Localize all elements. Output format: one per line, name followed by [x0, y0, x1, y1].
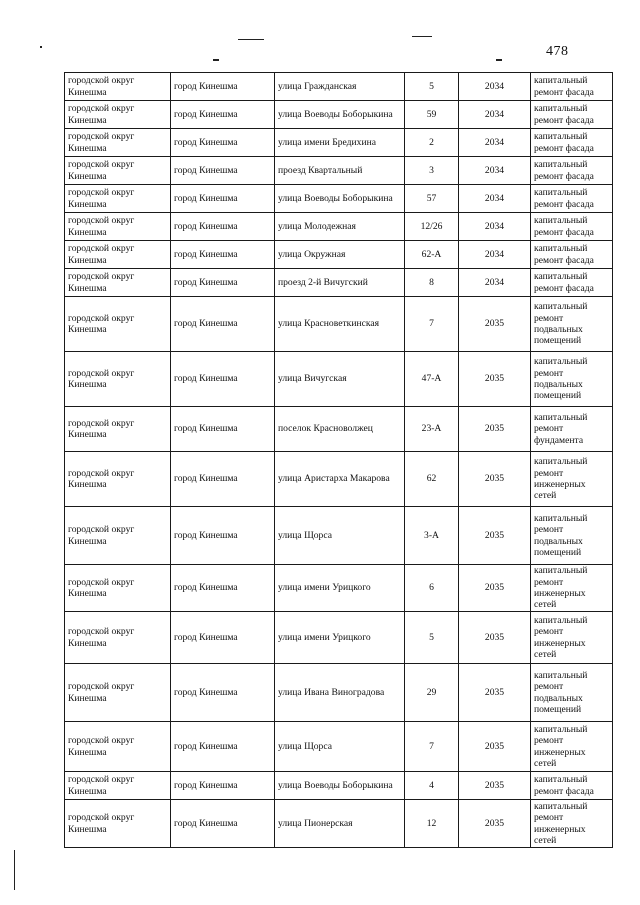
year-cell: 2035: [459, 612, 531, 664]
street-cell: поселок Красноволжец: [275, 407, 405, 452]
work-type-cell: капитальный ремонт фасада: [531, 185, 613, 213]
street-cell: улица Вичугская: [275, 352, 405, 407]
work-type-cell: капитальный ремонт фасада: [531, 101, 613, 129]
table-row: [65, 129, 613, 157]
house-number-cell: 23-А: [405, 407, 459, 452]
city-cell: город Кинешма: [171, 507, 275, 565]
table-row: [65, 101, 613, 129]
okrug-cell: городской округ Кинешма: [65, 352, 171, 407]
table-row: [65, 407, 613, 452]
okrug-cell: городской округ Кинешма: [65, 129, 171, 157]
table-row: [65, 213, 613, 241]
table-row: [65, 185, 613, 213]
city-cell: город Кинешма: [171, 722, 275, 772]
street-cell: улица Красноветкинская: [275, 297, 405, 352]
year-cell: 2035: [459, 297, 531, 352]
house-number-cell: 4: [405, 772, 459, 800]
work-type-cell: капитальный ремонт инженерных сетей: [531, 800, 613, 848]
year-cell: 2034: [459, 185, 531, 213]
scan-mark: [213, 59, 219, 61]
city-cell: город Кинешма: [171, 452, 275, 507]
year-cell: 2034: [459, 101, 531, 129]
house-number-cell: 2: [405, 129, 459, 157]
street-cell: улица Воеводы Боборыкина: [275, 185, 405, 213]
table-row: [65, 507, 613, 565]
table-row: [65, 772, 613, 800]
okrug-cell: городской округ Кинешма: [65, 213, 171, 241]
house-number-cell: 8: [405, 269, 459, 297]
city-cell: город Кинешма: [171, 800, 275, 848]
street-cell: проезд Квартальный: [275, 157, 405, 185]
street-cell: улица Пионерская: [275, 800, 405, 848]
work-type-cell: капитальный ремонт инженерных сетей: [531, 452, 613, 507]
table-row: [65, 565, 613, 612]
street-cell: улица Ивана Виноградова: [275, 664, 405, 722]
work-type-cell: капитальный ремонт подвальных помещений: [531, 664, 613, 722]
work-type-cell: капитальный ремонт подвальных помещений: [531, 297, 613, 352]
house-number-cell: 3: [405, 157, 459, 185]
scan-mark: [238, 39, 264, 40]
table-row: [65, 664, 613, 722]
house-number-cell: 7: [405, 297, 459, 352]
okrug-cell: городской округ Кинешма: [65, 101, 171, 129]
work-type-cell: капитальный ремонт фундамента: [531, 407, 613, 452]
house-number-cell: 5: [405, 73, 459, 101]
city-cell: город Кинешма: [171, 157, 275, 185]
okrug-cell: городской округ Кинешма: [65, 800, 171, 848]
house-number-cell: 5: [405, 612, 459, 664]
street-cell: улица Окружная: [275, 241, 405, 269]
city-cell: город Кинешма: [171, 101, 275, 129]
house-number-cell: 57: [405, 185, 459, 213]
house-number-cell: 12/26: [405, 213, 459, 241]
city-cell: город Кинешма: [171, 407, 275, 452]
street-cell: улица Щорса: [275, 722, 405, 772]
work-type-cell: капитальный ремонт инженерных сетей: [531, 565, 613, 612]
street-cell: улица Воеводы Боборыкина: [275, 101, 405, 129]
scan-mark: [412, 36, 432, 37]
city-cell: город Кинешма: [171, 269, 275, 297]
year-cell: 2035: [459, 772, 531, 800]
year-cell: 2034: [459, 157, 531, 185]
street-cell: улица Молодежная: [275, 213, 405, 241]
street-cell: проезд 2-й Вичугский: [275, 269, 405, 297]
city-cell: город Кинешма: [171, 565, 275, 612]
work-type-cell: капитальный ремонт фасада: [531, 213, 613, 241]
okrug-cell: городской округ Кинешма: [65, 507, 171, 565]
street-cell: улица Гражданская: [275, 73, 405, 101]
table-row: [65, 722, 613, 772]
city-cell: город Кинешма: [171, 772, 275, 800]
house-number-cell: 3-А: [405, 507, 459, 565]
work-type-cell: капитальный ремонт фасада: [531, 241, 613, 269]
year-cell: 2034: [459, 269, 531, 297]
house-number-cell: 29: [405, 664, 459, 722]
okrug-cell: городской округ Кинешма: [65, 664, 171, 722]
street-cell: улица имени Урицкого: [275, 565, 405, 612]
okrug-cell: городской округ Кинешма: [65, 722, 171, 772]
house-number-cell: 62-А: [405, 241, 459, 269]
house-number-cell: 59: [405, 101, 459, 129]
table-row: [65, 452, 613, 507]
table-row: [65, 269, 613, 297]
table-row: [65, 297, 613, 352]
table-row: [65, 241, 613, 269]
city-cell: город Кинешма: [171, 297, 275, 352]
okrug-cell: городской округ Кинешма: [65, 73, 171, 101]
okrug-cell: городской округ Кинешма: [65, 452, 171, 507]
scan-mark: [496, 59, 502, 61]
city-cell: город Кинешма: [171, 213, 275, 241]
city-cell: город Кинешма: [171, 185, 275, 213]
work-type-cell: капитальный ремонт фасада: [531, 772, 613, 800]
okrug-cell: городской округ Кинешма: [65, 565, 171, 612]
year-cell: 2035: [459, 507, 531, 565]
city-cell: город Кинешма: [171, 73, 275, 101]
scan-mark: [40, 46, 42, 48]
okrug-cell: городской округ Кинешма: [65, 407, 171, 452]
okrug-cell: городской округ Кинешма: [65, 772, 171, 800]
registry-table: [64, 72, 613, 848]
year-cell: 2034: [459, 73, 531, 101]
year-cell: 2034: [459, 213, 531, 241]
work-type-cell: капитальный ремонт инженерных сетей: [531, 722, 613, 772]
work-type-cell: капитальный ремонт фасада: [531, 73, 613, 101]
page-number: 478: [546, 44, 569, 59]
year-cell: 2034: [459, 129, 531, 157]
table-body: [65, 73, 613, 848]
city-cell: город Кинешма: [171, 664, 275, 722]
house-number-cell: 62: [405, 452, 459, 507]
year-cell: 2035: [459, 722, 531, 772]
street-cell: улица имени Урицкого: [275, 612, 405, 664]
work-type-cell: капитальный ремонт инженерных сетей: [531, 612, 613, 664]
city-cell: город Кинешма: [171, 352, 275, 407]
year-cell: 2035: [459, 452, 531, 507]
year-cell: 2035: [459, 407, 531, 452]
okrug-cell: городской округ Кинешма: [65, 269, 171, 297]
year-cell: 2035: [459, 800, 531, 848]
work-type-cell: капитальный ремонт подвальных помещений: [531, 352, 613, 407]
work-type-cell: капитальный ремонт фасада: [531, 129, 613, 157]
table-row: [65, 612, 613, 664]
okrug-cell: городской округ Кинешма: [65, 241, 171, 269]
work-type-cell: капитальный ремонт фасада: [531, 157, 613, 185]
house-number-cell: 7: [405, 722, 459, 772]
okrug-cell: городской округ Кинешма: [65, 185, 171, 213]
city-cell: город Кинешма: [171, 612, 275, 664]
street-cell: улица имени Бредихина: [275, 129, 405, 157]
okrug-cell: городской округ Кинешма: [65, 157, 171, 185]
city-cell: город Кинешма: [171, 129, 275, 157]
okrug-cell: городской округ Кинешма: [65, 297, 171, 352]
table-row: [65, 73, 613, 101]
work-type-cell: капитальный ремонт фасада: [531, 269, 613, 297]
table-row: [65, 157, 613, 185]
house-number-cell: 47-А: [405, 352, 459, 407]
street-cell: улица Щорса: [275, 507, 405, 565]
year-cell: 2035: [459, 352, 531, 407]
table-row: [65, 352, 613, 407]
city-cell: город Кинешма: [171, 241, 275, 269]
street-cell: улица Воеводы Боборыкина: [275, 772, 405, 800]
year-cell: 2035: [459, 565, 531, 612]
table-row: [65, 800, 613, 848]
year-cell: 2034: [459, 241, 531, 269]
scan-mark: [14, 850, 15, 890]
house-number-cell: 12: [405, 800, 459, 848]
year-cell: 2035: [459, 664, 531, 722]
street-cell: улица Аристарха Макарова: [275, 452, 405, 507]
okrug-cell: городской округ Кинешма: [65, 612, 171, 664]
house-number-cell: 6: [405, 565, 459, 612]
work-type-cell: капитальный ремонт подвальных помещений: [531, 507, 613, 565]
